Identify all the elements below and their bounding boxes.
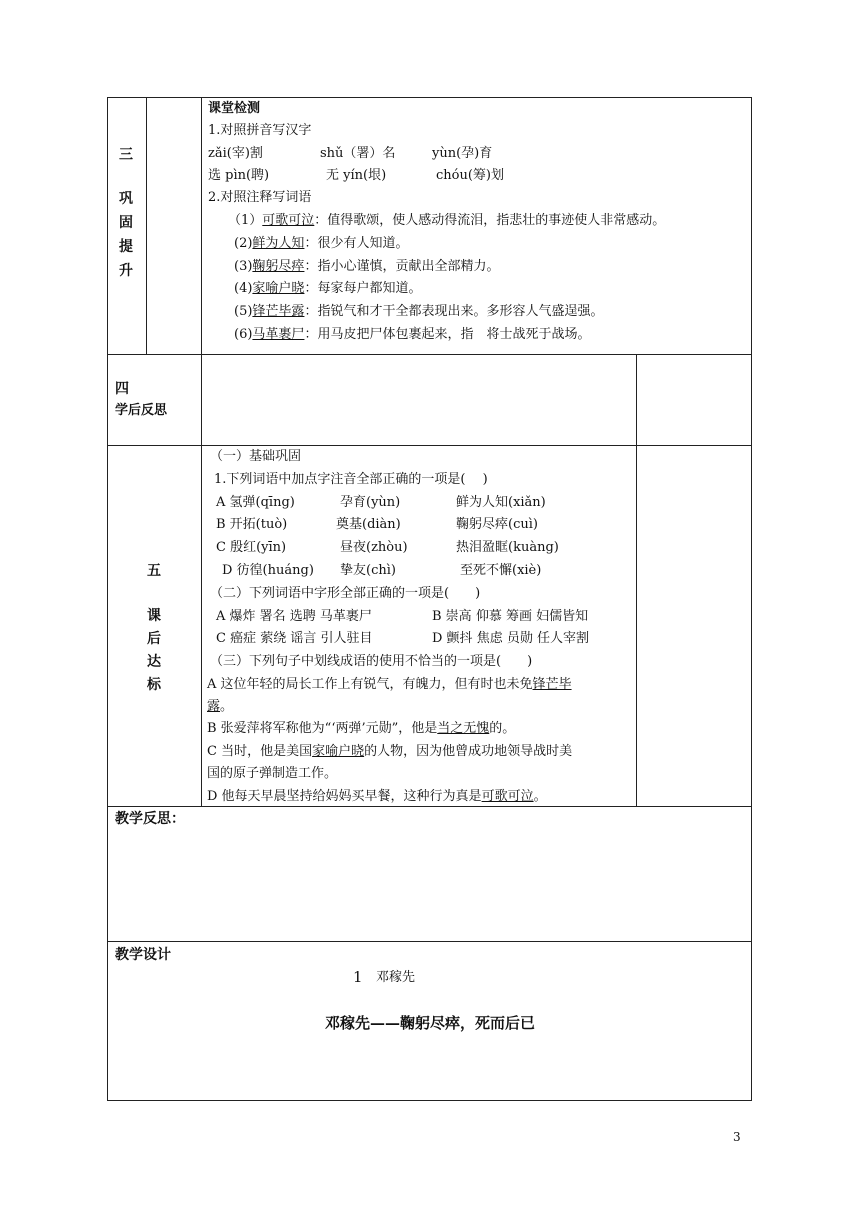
idiom-definition: ：用马皮把尸体包裹起来，指 将士战死于战场。 bbox=[304, 327, 591, 342]
notes-column-divider bbox=[636, 354, 637, 806]
item-number: (6) bbox=[234, 327, 253, 342]
lesson-number: 1 bbox=[353, 968, 363, 986]
section4-label: 学后反思 bbox=[115, 403, 168, 418]
q1-option: 鞠躬尽瘁(cuì) bbox=[456, 517, 538, 532]
section5-part3-title: （三）下列句子中划线成语的使用不恰当的一项是( ) bbox=[210, 654, 533, 669]
section3-q2-title: 2.对照注释写词语 bbox=[208, 190, 312, 205]
idiom-definition: ：指锐气和才干全都表现出来。多形容人气盛逞强。 bbox=[304, 304, 604, 319]
section3-label-char-4: 升 bbox=[119, 263, 133, 279]
q1-option: 热泪盈眶(kuàng) bbox=[456, 540, 559, 555]
idiom-term: 锋芒毕露 bbox=[252, 304, 305, 319]
option-text: 的。 bbox=[489, 721, 516, 736]
idiom-definition: ：每家每户都知道。 bbox=[304, 281, 422, 296]
page-number: 3 bbox=[733, 1130, 741, 1144]
underlined-idiom: 家喻户晓 bbox=[312, 744, 365, 759]
q1-option: 奠基(diàn) bbox=[336, 517, 401, 532]
q1-option: 孕育(yùn) bbox=[340, 495, 401, 510]
section5-part2-title: （二）下列词语中字形全部正确的一项是( ) bbox=[210, 586, 481, 601]
section3-label-char-3: 提 bbox=[119, 239, 133, 255]
item-number: (3) bbox=[234, 259, 253, 274]
idiom-term: 鲜为人知 bbox=[252, 236, 305, 251]
underlined-idiom: 当之无愧 bbox=[437, 721, 490, 736]
row-divider-reflection-design bbox=[107, 941, 752, 942]
section3-label-char-2: 固 bbox=[119, 215, 133, 231]
row-divider-3-4 bbox=[107, 354, 752, 355]
section5-number: 五 bbox=[147, 563, 161, 579]
pinyin-item: zǎi(宰)割 bbox=[208, 146, 263, 161]
q1-option: 昼夜(zhòu) bbox=[340, 540, 408, 555]
section5-label-char-3: 达 bbox=[147, 654, 161, 670]
row-divider-4-5 bbox=[107, 445, 752, 446]
q1-option: C 殷红(yīn) bbox=[216, 540, 287, 555]
section4-number: 四 bbox=[115, 381, 129, 397]
q3-option-a-continued bbox=[207, 698, 233, 716]
option-text: 的人物，因为他曾成功地领导战时美 bbox=[364, 744, 573, 759]
table-left-border bbox=[107, 97, 108, 1101]
underlined-idiom: 锋芒毕 bbox=[532, 677, 572, 692]
item-number: （1） bbox=[228, 213, 263, 228]
section3-number: 三 bbox=[119, 147, 133, 163]
q1-option: D 彷徨(huáng) bbox=[222, 563, 314, 578]
section5-label-char-4: 标 bbox=[147, 677, 161, 693]
option-text: C 当时，他是美国 bbox=[207, 744, 313, 759]
underlined-idiom: 露 bbox=[207, 699, 221, 714]
definition-item bbox=[228, 212, 665, 230]
q3-option-a bbox=[207, 676, 572, 694]
definition-item bbox=[234, 303, 603, 321]
definition-item bbox=[234, 280, 421, 298]
idiom-term: 鞠躬尽瘁 bbox=[252, 259, 305, 274]
design-heading: 邓稼先——鞠躬尽瘁，死而后已 bbox=[324, 1014, 535, 1032]
q1-option: A 氢弹(qīng) bbox=[216, 495, 295, 510]
definition-item bbox=[234, 235, 408, 253]
lesson-name: 邓稼先 bbox=[376, 970, 416, 985]
section5-label-char-2: 后 bbox=[147, 631, 161, 647]
row-divider-5-reflection bbox=[107, 806, 752, 807]
q1-option: 挚友(chì) bbox=[340, 563, 396, 578]
pinyin-item: 选 pìn(聘) bbox=[208, 168, 270, 183]
pinyin-item: 无 yín(垠) bbox=[326, 168, 387, 183]
definition-item bbox=[234, 326, 590, 344]
item-number: (4) bbox=[234, 281, 253, 296]
section3-title: 课堂检测 bbox=[208, 101, 261, 116]
q1-option: 至死不懈(xiè) bbox=[460, 563, 542, 578]
q2-option: C 癌症 萦绕 谣言 引人驻目 bbox=[216, 631, 373, 646]
section3-inner-divider bbox=[146, 97, 147, 354]
pinyin-item: yùn(孕)育 bbox=[432, 146, 493, 161]
definition-item bbox=[234, 258, 499, 276]
idiom-definition: ：值得歌颂，使人感动得流泪，指悲壮的事迹使人非常感动。 bbox=[314, 213, 666, 228]
section3-label-char-1: 巩 bbox=[119, 191, 133, 207]
q3-option-c bbox=[207, 743, 572, 761]
item-number: (5) bbox=[234, 304, 253, 319]
idiom-term: 马革裹尸 bbox=[252, 327, 305, 342]
table-right-border bbox=[751, 97, 752, 1101]
table-bottom-border bbox=[107, 1100, 752, 1101]
section5-label-char-1: 课 bbox=[147, 608, 161, 624]
item-number: (2) bbox=[234, 236, 253, 251]
label-column-divider bbox=[201, 97, 202, 806]
option-text: B 张爱萍将军称他为“‘两弹’元勋”，他是 bbox=[207, 721, 438, 736]
option-text: A 这位年轻的局长工作上有锐气，有魄力，但有时也未免 bbox=[207, 677, 533, 692]
q3-option-c-continued: 国的原子弹制造工作。 bbox=[207, 766, 338, 781]
section5-q1: 1.下列词语中加点字注音全部正确的一项是( ) bbox=[214, 472, 488, 487]
idiom-definition: ：指小心谨慎，贡献出全部精力。 bbox=[304, 259, 500, 274]
section3-q1-title: 1.对照拼音写汉字 bbox=[208, 123, 312, 138]
option-text: 。 bbox=[533, 789, 547, 804]
option-text: 。 bbox=[220, 699, 234, 714]
table-top-border bbox=[107, 97, 752, 98]
design-title: 教学设计 bbox=[115, 947, 171, 963]
q2-option: D 颤抖 焦虑 员勋 任人宰割 bbox=[432, 631, 589, 646]
reflection-title: 教学反思： bbox=[115, 811, 185, 827]
q3-option-d bbox=[207, 788, 547, 806]
pinyin-item: chóu(筹)划 bbox=[436, 168, 504, 183]
section5-part1-title: （一）基础巩固 bbox=[210, 449, 302, 464]
underlined-idiom: 可歌可泣 bbox=[481, 789, 534, 804]
q2-option: B 崇高 仰慕 筹画 妇儒皆知 bbox=[432, 609, 589, 624]
q2-option: A 爆炸 署名 选聘 马革裹尸 bbox=[216, 609, 372, 624]
option-text: D 他每天早晨坚持给妈妈买早餐，这种行为真是 bbox=[207, 789, 482, 804]
idiom-definition: ：很少有人知道。 bbox=[304, 236, 409, 251]
q1-option: 鲜为人知(xiǎn) bbox=[456, 495, 546, 510]
idiom-term: 家喻户晓 bbox=[252, 281, 305, 296]
pinyin-item: shǔ（署）名 bbox=[320, 146, 396, 161]
q3-option-b bbox=[207, 720, 515, 738]
q1-option: B 开拓(tuò) bbox=[216, 517, 288, 532]
idiom-term: 可歌可泣 bbox=[262, 213, 315, 228]
